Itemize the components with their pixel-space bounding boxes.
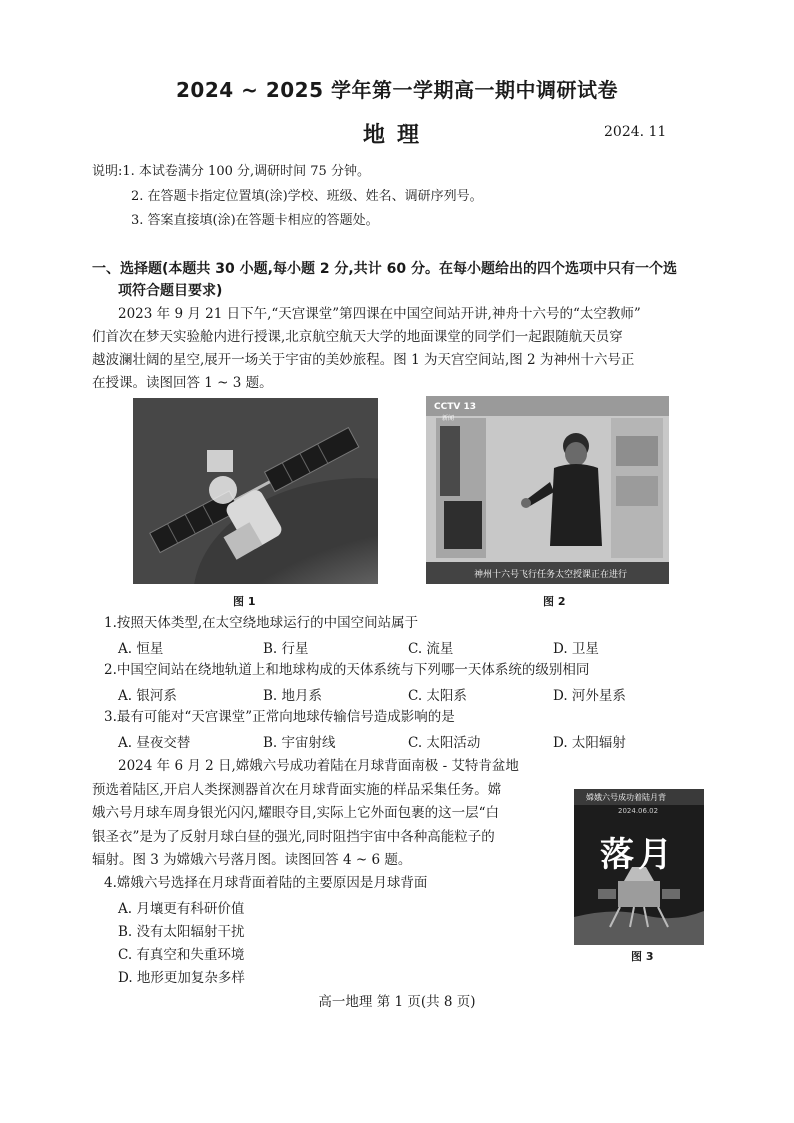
figure-2-caption: 图 2 bbox=[543, 595, 566, 608]
question-2-option-a: A. 银河系 bbox=[118, 688, 177, 704]
question-2-option-c: C. 太阳系 bbox=[408, 688, 467, 704]
figure-2-classroom-image bbox=[426, 396, 669, 584]
passage-2-line: 预选着陆区,开启人类探测器首次在月球背面实施的样品采集任务。嫦 bbox=[92, 781, 502, 798]
fig3-headline: 嫦娥六号成功着陆月背 bbox=[586, 793, 666, 802]
passage-1-line: 越波澜壮阔的星空,展开一场关于宇宙的美妙旅程。图 1 为天宫空间站,图 2 为神州十六号正 bbox=[92, 352, 635, 368]
question-3-option-a: A. 昼夜交替 bbox=[118, 735, 191, 751]
question-text: 按照天体类型,在太空绕地球运行的中国空间站属于 bbox=[116, 615, 419, 631]
question-1-option-b: B. 行星 bbox=[263, 641, 309, 657]
figure-3-caption: 图 3 bbox=[631, 950, 654, 963]
question-text: 嫦娥六号选择在月球背面着陆的主要原因是月球背面 bbox=[116, 875, 428, 891]
passage-1 bbox=[92, 303, 712, 395]
question-3-stem bbox=[104, 706, 455, 728]
passage-2-line: 2024 年 6 月 2 日,嫦娥六号成功着陆在月球背面南极 - 艾特肯盆地 bbox=[118, 758, 519, 774]
passage-1-line: 在授课。读图回答 1 ~ 3 题。 bbox=[92, 375, 273, 391]
question-number: 1. bbox=[104, 615, 117, 631]
figure-1-space-station-image bbox=[133, 398, 378, 584]
section-heading-line-1: 一、选择题(本题共 30 小题,每小题 2 分,共计 60 分。在每小题给出的四个选项中只有一个选 bbox=[92, 261, 677, 277]
question-4-option-a: A. 月壤更有科研价值 bbox=[118, 901, 245, 917]
figure-3-chang-e-6-image bbox=[574, 789, 704, 945]
figure-1-caption: 图 1 bbox=[233, 595, 256, 608]
passage-1-line: 们首次在梦天实验舱内进行授课,北京航空航天大学的地面课堂的同学们一起跟随航天员穿 bbox=[92, 329, 623, 345]
question-number: 4. bbox=[104, 875, 117, 891]
cctv-logo: CCTV 13 bbox=[434, 402, 476, 412]
question-3-option-c: C. 太阳活动 bbox=[408, 735, 481, 751]
instruction-item-2: 2. 在答题卡指定位置填(涂)学校、班级、姓名、调研序列号。 bbox=[131, 189, 483, 204]
section-heading bbox=[92, 258, 712, 302]
question-2-option-d: D. 河外星系 bbox=[553, 688, 626, 704]
question-3-option-d: D. 太阳辐射 bbox=[553, 735, 626, 751]
question-1-option-d: D. 卫星 bbox=[553, 641, 599, 657]
exam-date: 2024. 11 bbox=[604, 124, 667, 140]
question-number: 2. bbox=[104, 662, 117, 678]
question-4-option-c: C. 有真空和失重环境 bbox=[118, 947, 245, 963]
question-2-stem bbox=[104, 659, 589, 681]
passage-2-line: 银圣衣”是为了反射月球白昼的强光,同时阻挡宇宙中各种高能粒子的 bbox=[92, 828, 495, 845]
cctv-logo-sub: 新闻 bbox=[442, 415, 455, 422]
broadcast-banner: 神州十六号飞行任务太空授课正在进行 bbox=[474, 570, 628, 580]
question-1-option-a: A. 恒星 bbox=[118, 641, 164, 657]
question-1-option-c: C. 流星 bbox=[408, 641, 454, 657]
question-4-option-b: B. 没有太阳辐射干扰 bbox=[118, 924, 245, 940]
subject-title: 地理 bbox=[362, 123, 431, 148]
question-3-option-b: B. 宇宙射线 bbox=[263, 735, 336, 751]
section-heading-line-2: 项符合题目要求) bbox=[118, 283, 223, 299]
passage-1-line: 2023 年 9 月 21 日下午,“天宫课堂”第四课在中国空间站开讲,神舟十六号的“太空教师” bbox=[118, 306, 641, 322]
question-text: 中国空间站在绕地轨道上和地球构成的天体系统与下列哪一天体系统的级别相同 bbox=[116, 662, 590, 678]
instructions-line-1 bbox=[92, 162, 370, 182]
instructions-prefix: 说明: bbox=[92, 164, 123, 179]
passage-2-line: 辐射。图 3 为嫦娥六号落月图。读图回答 4 ~ 6 题。 bbox=[92, 852, 412, 868]
page-footer: 高一地理 第 1 页(共 8 页) bbox=[318, 994, 476, 1010]
exam-title: 2024 ~ 2025 学年第一学期高一期中调研试卷 bbox=[176, 78, 618, 102]
question-number: 3. bbox=[104, 709, 117, 725]
passage-2 bbox=[92, 755, 567, 873]
question-4-stem bbox=[104, 872, 427, 894]
instruction-item-1: 1. 本试卷满分 100 分,调研时间 75 分钟。 bbox=[122, 164, 370, 179]
fig3-big-text: 落月 bbox=[600, 835, 676, 875]
question-2-option-b: B. 地月系 bbox=[263, 688, 323, 704]
fig3-date: 2024.06.02 bbox=[618, 807, 659, 815]
question-4-option-d: D. 地形更加复杂多样 bbox=[118, 970, 245, 986]
question-1-stem bbox=[104, 612, 418, 634]
question-text: 最有可能对“天宫课堂”正常向地球传输信号造成影响的是 bbox=[116, 709, 455, 725]
instruction-item-3: 3. 答案直接填(涂)在答题卡相应的答题处。 bbox=[131, 213, 379, 228]
passage-2-line: 娥六号月球车周身银光闪闪,耀眼夺目,实际上它外面包裹的这一层“白 bbox=[92, 805, 499, 821]
